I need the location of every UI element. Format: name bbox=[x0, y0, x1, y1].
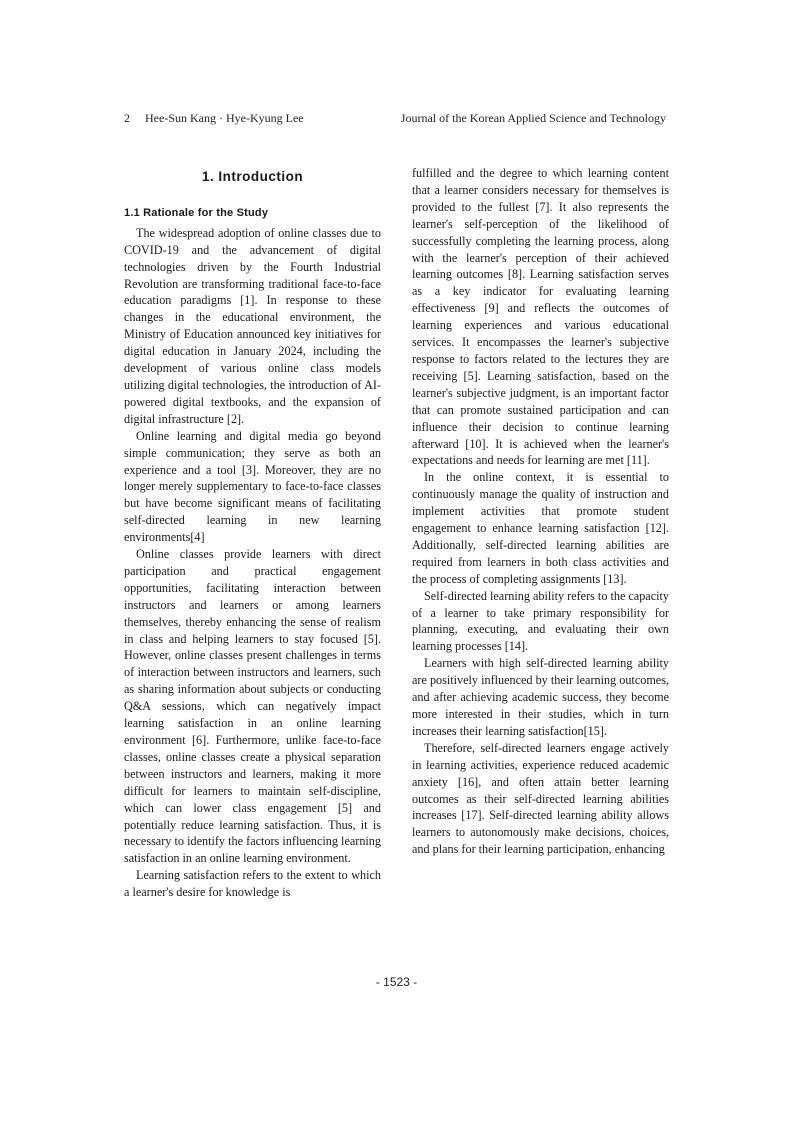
paragraph: Learners with high self-directed learning ability are positively influenced by their learning outcomes, and after achieving academic success, they become more interested in their studies, which in turn increases their learning satisfaction[15]. bbox=[412, 656, 669, 738]
right-column bbox=[412, 165, 669, 858]
header-left bbox=[124, 111, 304, 126]
header-journal-title: Journal of the Korean Applied Science and Technology bbox=[400, 111, 666, 125]
paragraph: Online learning and digital media go beyond simple communication; they serve as both an experience and a tool [3]. Moreover, they are no longer merely supplementary to face-to-face classes but have become significant means of facilitating self-directed learning in new learning environments[4] bbox=[124, 428, 381, 545]
paragraph: Therefore, self-directed learners engage actively in learning activities, experience reduced academic anxiety [16], and often attain better learning outcomes as their self-directed learning abilities increases [17]. Self-directed learning ability allows learners to autonomously make decisions, choices, and plans for their learning participation, enhancing bbox=[412, 740, 669, 857]
subsection-title: 1.1 Rationale for the Study bbox=[124, 206, 269, 219]
paragraph: In the online context, it is essential to continuously manage the quality of instruction and implement activities that promote student engagement to enhance learning satisfaction [12]. Additionally, self-directed learning abilities are required from learners in both class activities and the process of completing assignments [13]. bbox=[412, 470, 669, 586]
page-footer-number: - 1523 - bbox=[375, 975, 418, 989]
header-authors: Hee-Sun Kang · Hye-Kyung Lee bbox=[145, 111, 304, 125]
paragraph: Learning satisfaction refers to the extent to which a learner's desire for knowledge is bbox=[124, 868, 381, 900]
paragraph: Self-directed learning ability refers to the capacity of a learner to take primary responsibility for planning, executing, and evaluating their own learning processes [14]. bbox=[412, 588, 669, 654]
paragraph: The widespread adoption of online classes due to COVID-19 and the advancement of digital technologies driven by the Fourth Industrial Revolution are transforming traditional face-to-face education paradigms [1]. In response to these changes in the educational environment, the Ministry of Education announced key initiatives for digital education in January 2024, including the development of various online class models utilizing digital technologies, the introduction of AI-powered digital textbooks, and the expansion of digital infrastructure [2]. bbox=[124, 225, 381, 426]
paragraph-continuation: fulfilled and the degree to which learning content that a learner considers necessary for themselves is provided to the fullest [7]. It also represents the learner's self-perception of the likelihood of successfully completing the learning process, along with the learner's perception of their achieved learning outcomes [8]. Learning satisfaction serves as a key indicator for evaluating learning effectiveness [9] and reflects the outcomes of learning experiences and various educational services. It encompasses the learner's subjective response to factors related to the lectures they are receiving [5]. Learning satisfaction, based on the learner's subjective judgment, is an important factor that can promote sustained participation and can influence their decision to continue learning afterward [10]. It is achieved when the learner's expectations and needs for learning are met [11]. bbox=[412, 166, 669, 468]
paragraph: Online classes provide learners with direct participation and practical engagement opportunities, facilitating interaction between instructors and learners or among learners themselves, thereby enhancing the sense of realism in class and helping learners to stay focused [5]. However, online classes present challenges in terms of interaction between instructors and learners, such as sharing information about subjects or conducting Q&A sessions, which can negatively impact learning satisfaction in an online learning environment [6]. Furthermore, unlike face-to-face classes, online classes create a physical separation between instructors and learners, making it more difficult for learners to maintain self-discipline, which can lower class engagement [5] and potentially reduce learning satisfaction. Thus, it is necessary to identify the factors influencing learning satisfaction in an online learning environment. bbox=[124, 547, 381, 866]
section-title: 1. Introduction bbox=[201, 169, 304, 184]
header-page-number: 2 bbox=[124, 111, 130, 125]
running-header bbox=[0, 111, 793, 127]
left-column bbox=[124, 165, 381, 901]
